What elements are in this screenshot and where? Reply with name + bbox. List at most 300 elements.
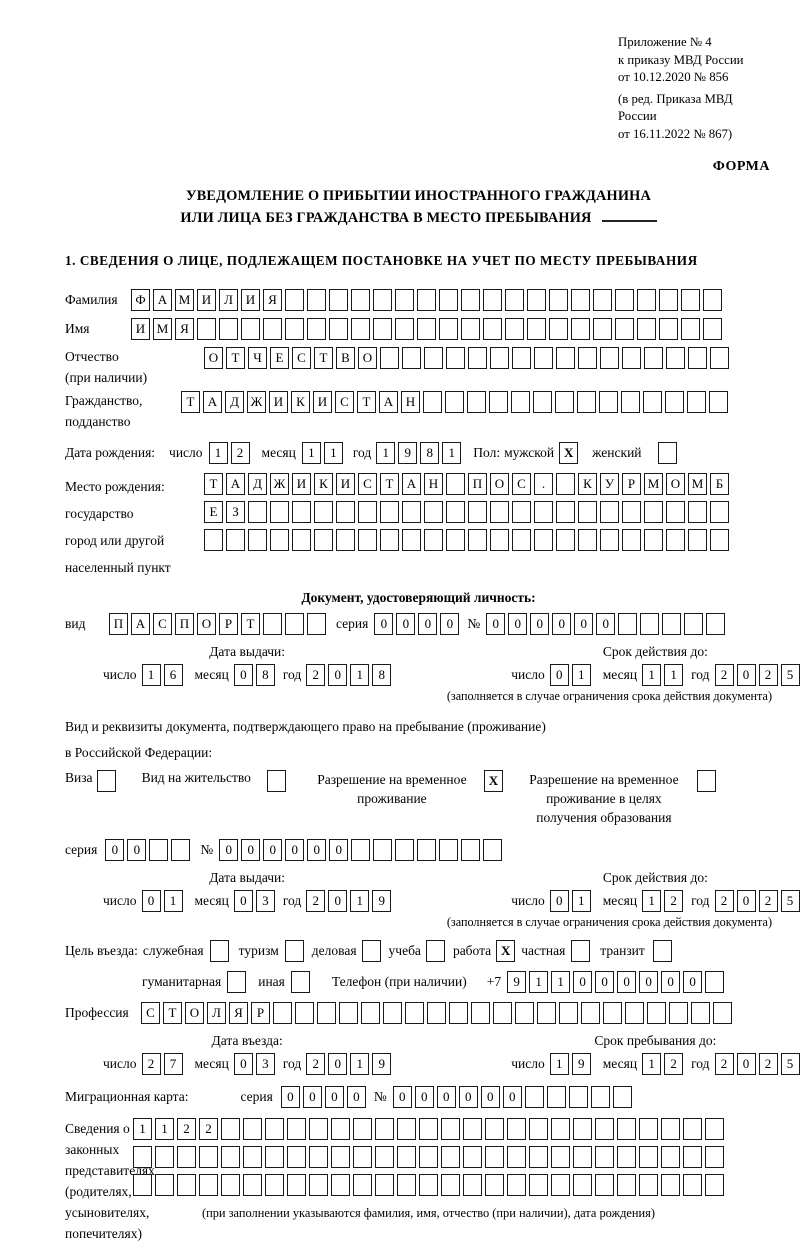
char-box[interactable] [483, 318, 502, 340]
char-box[interactable]: 1 [155, 1118, 174, 1140]
char-box[interactable] [243, 1146, 262, 1168]
char-box[interactable]: А [203, 391, 222, 413]
char-box[interactable] [527, 318, 546, 340]
char-box[interactable]: Е [270, 347, 289, 369]
char-box[interactable] [265, 1146, 284, 1168]
char-box[interactable]: С [358, 473, 377, 495]
char-box[interactable] [204, 529, 223, 551]
char-box[interactable] [339, 1002, 358, 1024]
char-box[interactable] [241, 318, 260, 340]
char-box[interactable]: 0 [234, 890, 253, 912]
char-box[interactable] [309, 1146, 328, 1168]
char-box[interactable]: 2 [715, 1053, 734, 1075]
char-box[interactable] [578, 347, 597, 369]
char-box[interactable] [637, 289, 656, 311]
char-box[interactable] [625, 1002, 644, 1024]
char-box[interactable]: И [292, 473, 311, 495]
char-box[interactable] [507, 1118, 526, 1140]
char-box[interactable] [380, 501, 399, 523]
char-box[interactable]: 0 [683, 971, 702, 993]
char-box[interactable]: 1 [324, 442, 343, 464]
char-box[interactable]: Д [225, 391, 244, 413]
char-box[interactable] [329, 289, 348, 311]
char-box[interactable] [551, 1146, 570, 1168]
char-box[interactable]: К [314, 473, 333, 495]
char-box[interactable]: 0 [481, 1086, 500, 1108]
visa-checkbox[interactable] [97, 770, 116, 792]
sex-female-checkbox[interactable] [658, 442, 677, 464]
char-box[interactable]: 5 [781, 890, 800, 912]
char-box[interactable]: 0 [142, 890, 161, 912]
char-box[interactable]: 0 [530, 613, 549, 635]
char-box[interactable]: 0 [550, 664, 569, 686]
char-box[interactable]: С [335, 391, 354, 413]
char-box[interactable]: Л [207, 1002, 226, 1024]
char-box[interactable]: Т [204, 473, 223, 495]
char-box[interactable] [446, 473, 465, 495]
char-box[interactable]: 0 [307, 839, 326, 861]
char-box[interactable] [578, 529, 597, 551]
char-box[interactable] [248, 501, 267, 523]
char-box[interactable] [705, 971, 724, 993]
char-box[interactable] [424, 347, 443, 369]
char-box[interactable]: 2 [715, 890, 734, 912]
char-box[interactable] [171, 839, 190, 861]
char-box[interactable] [527, 289, 546, 311]
char-box[interactable] [703, 318, 722, 340]
char-box[interactable]: С [141, 1002, 160, 1024]
char-box[interactable]: Р [622, 473, 641, 495]
char-box[interactable] [423, 391, 442, 413]
char-box[interactable]: 1 [350, 664, 369, 686]
char-box[interactable] [439, 318, 458, 340]
char-box[interactable]: С [153, 613, 172, 635]
char-box[interactable]: Р [251, 1002, 270, 1024]
char-box[interactable] [666, 529, 685, 551]
char-box[interactable] [556, 473, 575, 495]
char-box[interactable]: А [379, 391, 398, 413]
char-box[interactable] [461, 318, 480, 340]
char-box[interactable]: 1 [442, 442, 461, 464]
char-box[interactable] [603, 1002, 622, 1024]
char-box[interactable]: 0 [396, 613, 415, 635]
char-box[interactable]: 1 [142, 664, 161, 686]
char-box[interactable] [331, 1118, 350, 1140]
char-box[interactable] [463, 1118, 482, 1140]
char-box[interactable] [314, 501, 333, 523]
char-box[interactable] [622, 501, 641, 523]
char-box[interactable]: Н [424, 473, 443, 495]
char-box[interactable]: 0 [617, 971, 636, 993]
char-box[interactable] [529, 1174, 548, 1196]
char-box[interactable]: П [109, 613, 128, 635]
char-box[interactable]: 0 [574, 613, 593, 635]
char-box[interactable]: М [644, 473, 663, 495]
char-box[interactable] [397, 1118, 416, 1140]
purpose-study-checkbox[interactable] [426, 940, 445, 962]
char-box[interactable]: И [197, 289, 216, 311]
char-box[interactable] [529, 1146, 548, 1168]
char-box[interactable] [710, 529, 729, 551]
char-box[interactable]: 9 [398, 442, 417, 464]
char-box[interactable] [424, 501, 443, 523]
char-box[interactable]: А [226, 473, 245, 495]
char-box[interactable]: 0 [415, 1086, 434, 1108]
char-box[interactable] [441, 1146, 460, 1168]
char-box[interactable]: 0 [285, 839, 304, 861]
char-box[interactable]: И [313, 391, 332, 413]
char-box[interactable] [439, 289, 458, 311]
char-box[interactable] [133, 1146, 152, 1168]
char-box[interactable]: А [153, 289, 172, 311]
char-box[interactable]: Т [163, 1002, 182, 1024]
char-box[interactable] [547, 1086, 566, 1108]
char-box[interactable] [705, 1118, 724, 1140]
char-box[interactable] [691, 1002, 710, 1024]
char-box[interactable]: Ф [131, 289, 150, 311]
char-box[interactable] [661, 1174, 680, 1196]
char-box[interactable] [556, 501, 575, 523]
char-box[interactable] [599, 391, 618, 413]
char-box[interactable] [710, 347, 729, 369]
char-box[interactable] [439, 839, 458, 861]
char-box[interactable]: Р [219, 613, 238, 635]
char-box[interactable] [529, 1118, 548, 1140]
char-box[interactable] [375, 1174, 394, 1196]
char-box[interactable]: Е [204, 501, 223, 523]
char-box[interactable] [511, 391, 530, 413]
char-box[interactable]: 0 [303, 1086, 322, 1108]
char-box[interactable]: 0 [595, 971, 614, 993]
char-box[interactable] [351, 318, 370, 340]
char-box[interactable] [446, 529, 465, 551]
char-box[interactable]: 0 [281, 1086, 300, 1108]
char-box[interactable]: 2 [199, 1118, 218, 1140]
char-box[interactable]: 2 [142, 1053, 161, 1075]
char-box[interactable]: 1 [529, 971, 548, 993]
char-box[interactable] [639, 1146, 658, 1168]
char-box[interactable]: Т [380, 473, 399, 495]
char-box[interactable] [683, 1146, 702, 1168]
char-box[interactable]: 2 [664, 890, 683, 912]
char-box[interactable] [666, 501, 685, 523]
char-box[interactable] [647, 1002, 666, 1024]
char-box[interactable] [353, 1174, 372, 1196]
char-box[interactable] [287, 1118, 306, 1140]
char-box[interactable] [571, 318, 590, 340]
char-box[interactable] [549, 289, 568, 311]
char-box[interactable] [600, 347, 619, 369]
char-box[interactable] [578, 501, 597, 523]
char-box[interactable]: 0 [596, 613, 615, 635]
char-box[interactable]: 1 [642, 890, 661, 912]
char-box[interactable]: О [666, 473, 685, 495]
char-box[interactable]: 2 [177, 1118, 196, 1140]
char-box[interactable] [380, 347, 399, 369]
char-box[interactable] [573, 1118, 592, 1140]
char-box[interactable]: Т [314, 347, 333, 369]
char-box[interactable]: Ж [270, 473, 289, 495]
char-box[interactable]: Ж [247, 391, 266, 413]
char-box[interactable] [559, 1002, 578, 1024]
char-box[interactable] [644, 501, 663, 523]
char-box[interactable] [317, 1002, 336, 1024]
char-box[interactable] [581, 1002, 600, 1024]
char-box[interactable]: 2 [306, 664, 325, 686]
char-box[interactable]: 9 [372, 890, 391, 912]
char-box[interactable] [309, 1118, 328, 1140]
char-box[interactable] [307, 613, 326, 635]
char-box[interactable] [441, 1118, 460, 1140]
char-box[interactable]: Т [181, 391, 200, 413]
char-box[interactable]: 0 [328, 1053, 347, 1075]
char-box[interactable] [461, 289, 480, 311]
char-box[interactable] [525, 1086, 544, 1108]
char-box[interactable]: В [336, 347, 355, 369]
char-box[interactable] [270, 501, 289, 523]
char-box[interactable] [687, 391, 706, 413]
char-box[interactable] [507, 1146, 526, 1168]
char-box[interactable] [639, 1118, 658, 1140]
char-box[interactable] [373, 839, 392, 861]
char-box[interactable]: Б [710, 473, 729, 495]
char-box[interactable] [515, 1002, 534, 1024]
char-box[interactable] [593, 289, 612, 311]
char-box[interactable] [402, 529, 421, 551]
char-box[interactable]: И [269, 391, 288, 413]
char-box[interactable] [489, 391, 508, 413]
char-box[interactable]: Т [241, 613, 260, 635]
char-box[interactable] [683, 1118, 702, 1140]
char-box[interactable]: 0 [486, 613, 505, 635]
char-box[interactable] [684, 613, 703, 635]
char-box[interactable]: 2 [759, 1053, 778, 1075]
char-box[interactable]: У [600, 473, 619, 495]
purpose-humanitarian-checkbox[interactable] [227, 971, 246, 993]
char-box[interactable]: 2 [715, 664, 734, 686]
purpose-official-checkbox[interactable] [210, 940, 229, 962]
char-box[interactable] [248, 529, 267, 551]
char-box[interactable] [221, 1146, 240, 1168]
char-box[interactable] [133, 1174, 152, 1196]
char-box[interactable] [688, 501, 707, 523]
char-box[interactable]: 5 [781, 1053, 800, 1075]
char-box[interactable]: 1 [572, 664, 591, 686]
char-box[interactable]: И [241, 289, 260, 311]
char-box[interactable] [706, 613, 725, 635]
char-box[interactable]: 2 [306, 890, 325, 912]
purpose-work-checkbox[interactable]: X [496, 940, 515, 962]
char-box[interactable] [644, 529, 663, 551]
char-box[interactable]: 1 [376, 442, 395, 464]
char-box[interactable] [551, 1174, 570, 1196]
char-box[interactable] [713, 1002, 732, 1024]
char-box[interactable] [613, 1086, 632, 1108]
char-box[interactable] [395, 289, 414, 311]
char-box[interactable] [445, 391, 464, 413]
char-box[interactable] [155, 1146, 174, 1168]
char-box[interactable]: 0 [393, 1086, 412, 1108]
char-box[interactable] [402, 347, 421, 369]
char-box[interactable] [483, 839, 502, 861]
char-box[interactable] [600, 529, 619, 551]
char-box[interactable] [263, 318, 282, 340]
char-box[interactable] [661, 1118, 680, 1140]
char-box[interactable]: Н [401, 391, 420, 413]
purpose-business-checkbox[interactable] [362, 940, 381, 962]
char-box[interactable] [615, 289, 634, 311]
char-box[interactable]: 0 [329, 839, 348, 861]
char-box[interactable] [314, 529, 333, 551]
char-box[interactable] [683, 1174, 702, 1196]
char-box[interactable] [351, 839, 370, 861]
purpose-transit-checkbox[interactable] [653, 940, 672, 962]
char-box[interactable] [397, 1174, 416, 1196]
char-box[interactable] [555, 391, 574, 413]
char-box[interactable]: 0 [105, 839, 124, 861]
char-box[interactable] [149, 839, 168, 861]
char-box[interactable] [419, 1146, 438, 1168]
char-box[interactable]: Я [175, 318, 194, 340]
char-box[interactable] [534, 501, 553, 523]
char-box[interactable]: 0 [639, 971, 658, 993]
char-box[interactable] [556, 529, 575, 551]
temp-permit-checkbox[interactable]: X [484, 770, 503, 792]
char-box[interactable]: З [226, 501, 245, 523]
char-box[interactable]: 2 [759, 890, 778, 912]
char-box[interactable] [637, 318, 656, 340]
char-box[interactable]: О [197, 613, 216, 635]
char-box[interactable] [243, 1118, 262, 1140]
char-box[interactable] [441, 1174, 460, 1196]
char-box[interactable] [659, 289, 678, 311]
char-box[interactable] [666, 347, 685, 369]
char-box[interactable] [705, 1146, 724, 1168]
char-box[interactable]: 0 [234, 664, 253, 686]
char-box[interactable] [573, 1174, 592, 1196]
char-box[interactable] [617, 1146, 636, 1168]
char-box[interactable]: 8 [420, 442, 439, 464]
char-box[interactable] [397, 1146, 416, 1168]
char-box[interactable]: 0 [328, 890, 347, 912]
char-box[interactable] [669, 1002, 688, 1024]
char-box[interactable] [199, 1174, 218, 1196]
char-box[interactable]: 0 [552, 613, 571, 635]
char-box[interactable]: И [336, 473, 355, 495]
char-box[interactable]: 0 [325, 1086, 344, 1108]
char-box[interactable] [639, 1174, 658, 1196]
char-box[interactable] [556, 347, 575, 369]
char-box[interactable]: 0 [234, 1053, 253, 1075]
char-box[interactable] [593, 318, 612, 340]
char-box[interactable] [285, 289, 304, 311]
char-box[interactable] [622, 347, 641, 369]
char-box[interactable]: 0 [737, 664, 756, 686]
char-box[interactable] [468, 501, 487, 523]
residence-permit-checkbox[interactable] [267, 770, 286, 792]
char-box[interactable]: А [402, 473, 421, 495]
char-box[interactable] [534, 347, 553, 369]
char-box[interactable] [417, 318, 436, 340]
char-box[interactable] [292, 501, 311, 523]
char-box[interactable]: 0 [241, 839, 260, 861]
char-box[interactable] [551, 1118, 570, 1140]
char-box[interactable] [493, 1002, 512, 1024]
char-box[interactable]: 8 [372, 664, 391, 686]
char-box[interactable]: 1 [164, 890, 183, 912]
char-box[interactable] [373, 289, 392, 311]
char-box[interactable]: К [291, 391, 310, 413]
char-box[interactable] [471, 1002, 490, 1024]
char-box[interactable] [485, 1118, 504, 1140]
char-box[interactable] [661, 1146, 680, 1168]
char-box[interactable] [640, 613, 659, 635]
char-box[interactable] [468, 529, 487, 551]
char-box[interactable] [490, 347, 509, 369]
char-box[interactable]: 1 [642, 664, 661, 686]
char-box[interactable] [688, 347, 707, 369]
sex-male-checkbox[interactable]: X [559, 442, 578, 464]
char-box[interactable] [665, 391, 684, 413]
char-box[interactable]: 1 [209, 442, 228, 464]
char-box[interactable]: 0 [418, 613, 437, 635]
char-box[interactable] [573, 1146, 592, 1168]
char-box[interactable]: С [292, 347, 311, 369]
char-box[interactable]: 9 [372, 1053, 391, 1075]
char-box[interactable]: 0 [127, 839, 146, 861]
char-box[interactable]: 3 [256, 890, 275, 912]
char-box[interactable] [449, 1002, 468, 1024]
char-box[interactable] [353, 1146, 372, 1168]
char-box[interactable] [287, 1174, 306, 1196]
char-box[interactable] [417, 839, 436, 861]
char-box[interactable] [659, 318, 678, 340]
char-box[interactable] [265, 1118, 284, 1140]
char-box[interactable] [463, 1146, 482, 1168]
char-box[interactable] [358, 529, 377, 551]
char-box[interactable]: 8 [256, 664, 275, 686]
char-box[interactable]: Д [248, 473, 267, 495]
char-box[interactable] [226, 529, 245, 551]
char-box[interactable] [621, 391, 640, 413]
char-box[interactable]: 2 [306, 1053, 325, 1075]
char-box[interactable]: 2 [759, 664, 778, 686]
char-box[interactable] [622, 529, 641, 551]
char-box[interactable] [221, 1174, 240, 1196]
char-box[interactable]: 7 [164, 1053, 183, 1075]
char-box[interactable]: 1 [572, 890, 591, 912]
char-box[interactable] [155, 1174, 174, 1196]
char-box[interactable] [331, 1174, 350, 1196]
char-box[interactable]: 5 [781, 664, 800, 686]
char-box[interactable]: 1 [551, 971, 570, 993]
char-box[interactable] [307, 318, 326, 340]
char-box[interactable] [591, 1086, 610, 1108]
char-box[interactable]: 0 [374, 613, 393, 635]
char-box[interactable] [485, 1174, 504, 1196]
char-box[interactable] [380, 529, 399, 551]
char-box[interactable]: 1 [302, 442, 321, 464]
char-box[interactable] [644, 347, 663, 369]
char-box[interactable] [534, 529, 553, 551]
char-box[interactable] [512, 529, 531, 551]
char-box[interactable]: . [534, 473, 553, 495]
char-box[interactable]: Ч [248, 347, 267, 369]
char-box[interactable]: 0 [508, 613, 527, 635]
char-box[interactable]: 9 [507, 971, 526, 993]
char-box[interactable] [270, 529, 289, 551]
char-box[interactable]: О [185, 1002, 204, 1024]
